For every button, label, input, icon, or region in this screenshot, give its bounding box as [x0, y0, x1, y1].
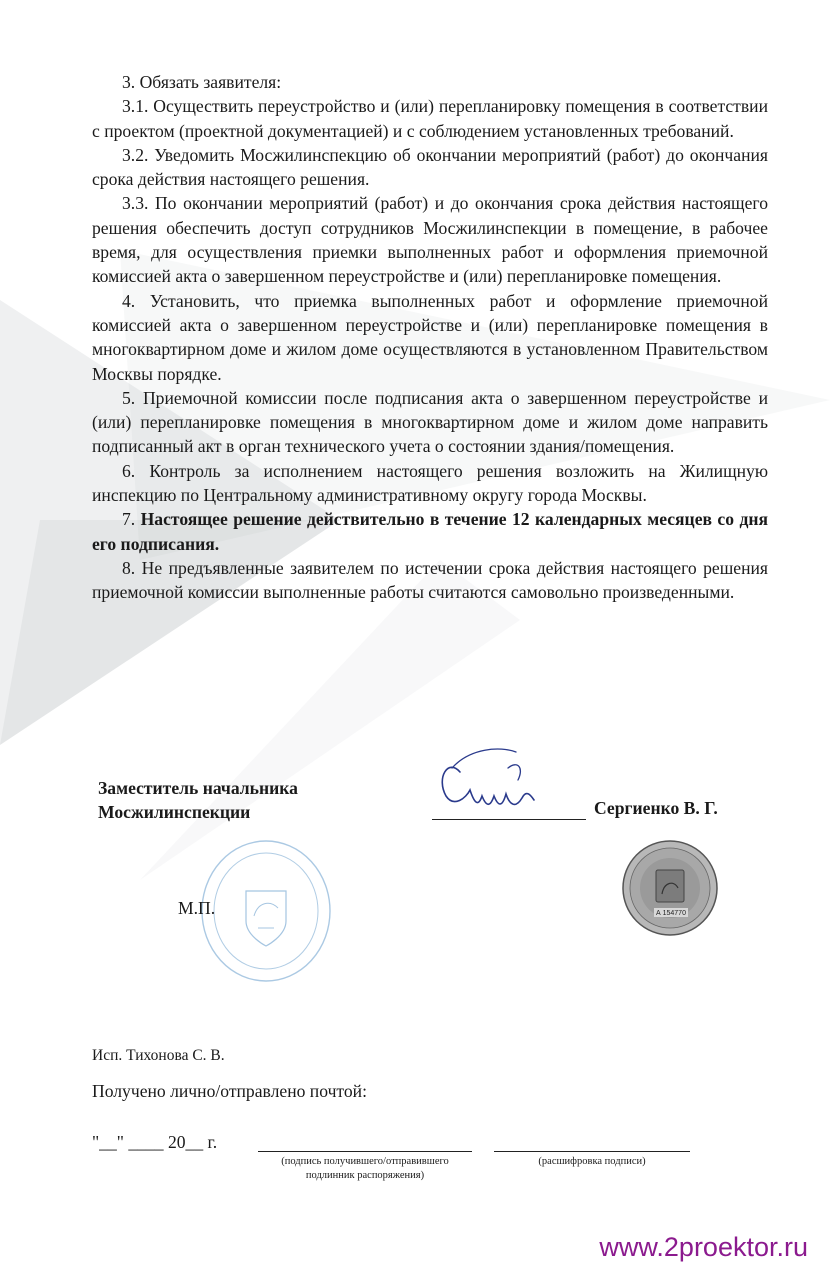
stamp-place-label: М.П. — [178, 898, 216, 918]
paragraph-3: 3. Обязать заявителя: — [122, 72, 282, 92]
receiver-signature-line — [258, 1151, 472, 1152]
date-placeholder: "__" ____ 20__ г. — [92, 1132, 218, 1152]
paragraph-4: 4. Установить, что приемка выполненных работ и оформление приемочной комиссией акта о завершенном переустройстве и (или) перепланировке помещения в многоквартирном доме и жилом доме осуществляются в установленном Правительством Москвы порядке. — [92, 290, 768, 384]
paragraph-7-bold-text: Настоящее решение действительно в течение 12 календарных месяцев со дня его подписания. — [92, 509, 768, 554]
signatory-title-line1: Заместитель начальника — [98, 778, 298, 798]
signatory-title — [98, 776, 298, 824]
watermark-url: www.2proektor.ru — [599, 1232, 808, 1262]
hologram-seal-icon — [620, 838, 720, 938]
handwritten-signature — [430, 738, 560, 822]
signature-decoding-line — [494, 1151, 690, 1152]
paragraph-3-1: 3.1. Осуществить переустройство и (или) перепланировку помещения в соответствии с проектом (проектной документацией) и с соблюдением установленных требований. — [92, 96, 768, 141]
document-body — [92, 70, 768, 605]
paragraph-3-3: 3.3. По окончании мероприятий (работ) и до окончания срока действия настоящего решения обеспечить доступ сотрудников Мосжилинспекции в помещение, в рабочее время, для осуществления приемки выполненных работ и оформления приемочной комиссией акта о завершенном переустройстве и (или) перепланировке помещения. — [92, 193, 768, 287]
signature-decoding-caption: (расшифровка подписи) — [538, 1156, 646, 1167]
signatory-title-line2: Мосжилинспекции — [98, 802, 251, 822]
paragraph-3-2: 3.2. Уведомить Мосжилинспекцию об окончании мероприятий (работ) до окончания срока действия настоящего решения. — [92, 144, 768, 190]
paragraph-7 — [92, 507, 768, 556]
paragraph-6: 6. Контроль за исполнением настоящего решения возложить на Жилищную инспекцию по Центральному административному округу города Москвы. — [92, 460, 768, 506]
official-stamp-icon — [196, 836, 336, 986]
executor-name: Исп. Тихонова С. В. — [92, 1047, 225, 1064]
paragraph-5: 5. Приемочной комиссии после подписания акта о завершенном переустройстве и (или) перепланировке помещения в многоквартирном доме и жилом доме направить подписанный акт в орган технического учета о состоянии здания/помещения. — [92, 387, 768, 457]
seal-number: А 154770 — [656, 910, 686, 917]
paragraph-8: 8. Не предъявленные заявителем по истечении срока действия настоящего решения приемочной комиссии выполненные работы считаются самовольно произведенными. — [92, 557, 768, 603]
receiver-signature-caption: (подпись получившего/отправившего подлинник распоряжения) — [281, 1156, 449, 1181]
signature-line — [432, 819, 586, 820]
paragraph-7-number: 7. — [122, 509, 136, 530]
received-label: Получено лично/отправлено почтой: — [92, 1081, 367, 1101]
signatory-name: Сергиенко В. Г. — [594, 798, 718, 818]
